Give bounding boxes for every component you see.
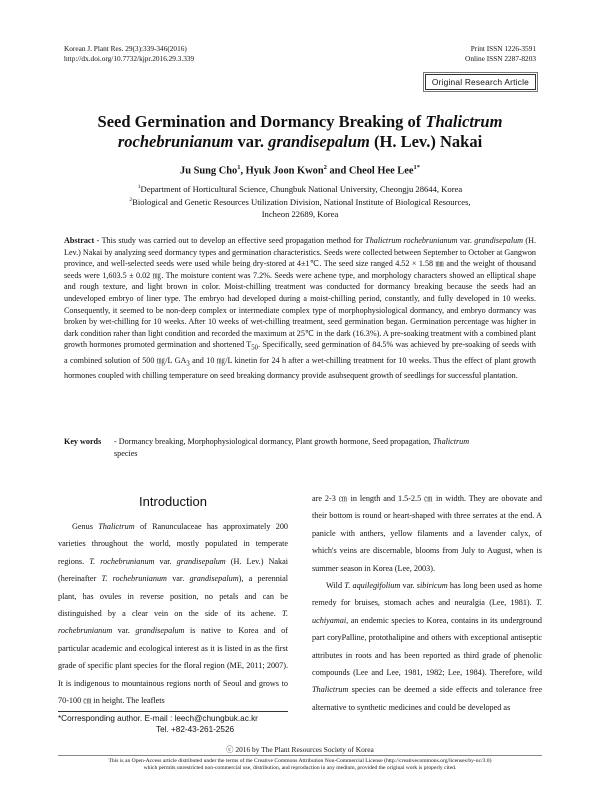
author-affil-mark: 1* <box>413 164 420 171</box>
author-name: Ju Sung Cho <box>180 165 238 177</box>
affiliations <box>80 182 520 220</box>
article-type-badge: Original Research Article <box>425 74 536 90</box>
affiliation-2: $^2$Biological and Genetic Resources Utilization Division, National Institute of Biological Resources, <box>129 197 471 208</box>
author-affil-mark: 1 <box>237 164 241 171</box>
introduction-right-column: are 2-3 ㎝ in length and 1.5-2.5 ㎝ in width. They are obovate and their bottom is round or heart-shaped with three serrates at the end. A panicle with anthers, yellow filaments and a lavender calyx, of which's veins are discernable, blooms from July to August, when is summer season in Korea (Lee, 2003). Wild T. aquilegifolium var. sibiricum has long been used as home remedy for bruises, stomach aches and neuralgia (Lee, 1981). T. uchiyamai, an endemic species to Korea, contains in its underground part coryPalline, protothalipine and others with exceptional antiseptic attributes in roots and has been reported as third grade of phenolic compounds (Lee and Lee, 1981, 1982; Lee, 1984). Therefore, wild Thalictrum species can be deemed a side effects and tolerance free alternative to synthetic medicines and could be developed as <box>312 494 542 712</box>
print-issn: Print ISSN 1226-3591 <box>470 44 536 53</box>
footnote-divider <box>58 711 288 712</box>
corresponding-author-footnote <box>58 713 288 735</box>
title-text: var. <box>233 132 269 151</box>
abstract-label: Abstract <box>64 236 95 245</box>
introduction-left-column: Genus Thalictrum of Ranunculaceae has approximately 200 varieties throughout the world, mostly populated in temperate regions. T. rochebrunianum var. grandisepalum (H. Lev.) Nakai (hereinafter T. rochebrunianum var. grandisepalum), a perennial plant, has ovules in reverse position, no petals and can be distinguished by a clear vein on the side of its achene. T. rochebrunianum var. grandisepalum is native to Korea and of particular academic and ecological interest as it is listed in as the first grade of specific plant species for the floral region (ME, 2011; 2007). It is indigenous to mountainous regions north of Seoul and grows to 70-100 ㎝ in height. The leaflets <box>58 522 289 706</box>
license-line: which permits unrestricted non-commercial use, distribution, and reproduction in any medium, provided the original work is properly cited. <box>143 765 457 771</box>
title-genus: Thalictrum <box>425 112 503 131</box>
author-name: Hyuk Joon Kwon <box>245 165 324 177</box>
footer-divider <box>58 755 542 756</box>
doi-link[interactable]: http://dx.doi.org/10.7732/kjpr.2016.29.3.339 <box>64 54 195 63</box>
affiliation-1: $^1$Department of Horticultural Science, Chungbuk National University, Cheongju 28644, Korea <box>137 183 463 194</box>
corresponding-email[interactable]: *Corresponding author. E-mail : leech@chungbuk.ac.kr <box>58 714 258 723</box>
online-issn: Online ISSN 2287-8203 <box>465 54 536 63</box>
title-species: rochebrunianum <box>117 132 234 151</box>
copyright-notice: ⓒ 2016 by The Plant Resources Society of Korea <box>226 745 374 754</box>
author-name: Cheol Hee Lee <box>348 165 414 177</box>
corresponding-phone: Tel. +82-43-261-2526 <box>156 725 235 734</box>
keywords-text: - Dormancy breaking, Morphophysiological dormancy, Plant growth hormone, Seed propagation, Thalictrum species <box>114 437 470 458</box>
section-heading-introduction: Introduction <box>139 494 207 509</box>
title-text: Seed Germination and Dormancy Breaking of <box>97 112 426 131</box>
abstract: Abstract - This study was carried out to develop an effective seed propagation method for Thalictrum rochebrunianum var. grandisepalum (H. Lev.) Nakai by analyzing seed dormancy types and germination characteristics. Seeds were collected between September to October at Gangwon province, and well-selected seeds were used while being dry-stored at 4±1℃. The seed size ranged 4.52 × 1.58 ㎜ and the weight of thousand seeds were 1,603.5 ± 0.02 ㎎. The moisture content was 7.2%. Seeds were achene type, and morphology characters showed an elliptical shape and rough texture, and light brown in color. Moist-chilling treatment was conducted for dormancy breaking because the seeds had an undeveloped embryo of liner type. The embryo had developed during a moist-chilling period, constantly, and fully developed in 10 weeks. Consequently, it seemed to be non-deep complex or intermediate complex type of morphophysiological dormancy, and embryo dormancy was broken by wet-chilling for 10 weeks. After 10 weeks of wet-chilling treatment, seed germination began. Germination percentage was higher in dark condition raher than light condition and recorded the maximum at 25℃ in the dark (16.3%). A pre-soaking treatment with a combined plant growth hormones promoted germination and shortened $T_{50}$. Specifically, seed germination of 84.5% was achieved by pre-soaking of seeds with a combined solution of 500 ㎎/L $GA_3$ and 10 ㎎/L kinetin for 24 h after a wet-chilling treatment for 10 weeks. Thus the effect of plant growth hormones coupled with chilling temperature on seed breaking dormancy provide asubsequent growth of seedlings for successful plantation. <box>64 236 536 380</box>
affiliation-2-cont: Incheon 22689, Korea <box>261 208 339 219</box>
author-sep: and <box>326 165 349 177</box>
journal-citation <box>64 44 194 64</box>
author-sep: , <box>240 165 246 177</box>
keywords-label: Key words <box>64 437 102 446</box>
journal-line: Korean J. Plant Res. 29(3):339-346(2016) <box>64 44 187 53</box>
license-notice <box>58 758 542 772</box>
license-line: This is an Open-Access article distributed under the terms of the Creative Commons Attribution Non-Commercial License (http://creativecommons.org/licenses/by-nc/3.0) <box>108 758 492 764</box>
title-variety: grandisepalum <box>268 132 370 151</box>
title-text: (H. Lev.) Nakai <box>369 132 483 151</box>
author-affil-mark: 2 <box>323 164 327 171</box>
issn-block <box>465 44 536 64</box>
paper-title <box>60 112 540 152</box>
author-list <box>60 164 540 176</box>
